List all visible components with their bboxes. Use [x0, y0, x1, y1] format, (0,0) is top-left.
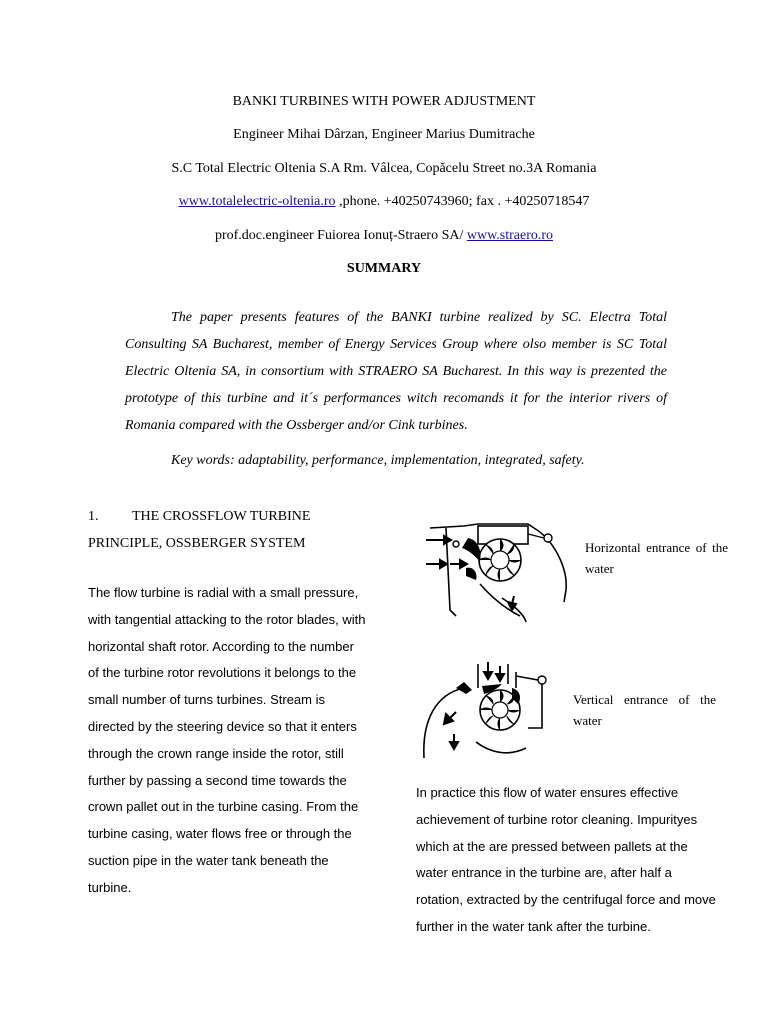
keywords-line: Key words: adaptability, performance, implementation, integrated, safety.	[171, 453, 585, 468]
phone-fax-text: ,phone. +40250743960; fax . +40250718547	[335, 194, 590, 209]
company-address: S.C Total Electric Oltenia S.A Rm. Vâlcea, Copăcelu Street no.3A Romania	[171, 161, 597, 176]
summary-heading: SUMMARY	[346, 261, 422, 276]
horizontal-entrance-turbine-diagram	[416, 518, 576, 624]
straero-link[interactable]: www.straero.ro	[466, 228, 554, 243]
contact-line	[0, 194, 768, 210]
section-body-left: The flow turbine is radial with a small pressure, with tangential attacking to the rotor blades, with horizontal shaft rotor. According to the number of the turbine rotor revolutions it belongs to the small number of turns turbines. Stream is directed by the steering device so that it enters through the crown range inside the rotor, still further by passing a second time towards the crown pallet out in the turbine casing. From the turbine casing, water flows free or through the suction pipe in the water tank beneath the turbine.	[88, 585, 366, 895]
prof-text: prof.doc.engineer Fuiorea Ionuț-Straero SA/	[214, 228, 467, 243]
vertical-entrance-turbine-diagram	[416, 658, 566, 770]
abstract-paragraph: The paper presents features of the BANKI turbine realized by SC. Electra Total Consulting SA Bucharest, member of Energy Services Group where olso member is SC Total Electric Oltenia SA, in consortium with STRAERO SA Bucharest. In this way is prezented the prototype of this turbine and it´s performances witch recomands it for the interior rivers of Romania compared with the Ossberger and/or Cink turbines.	[125, 310, 667, 433]
figure-caption-vertical: Vertical entrance of the water	[573, 692, 716, 728]
authors-line: Engineer Mihai Dârzan, Engineer Marius Dumitrache	[233, 127, 535, 142]
paper-title: BANKI TURBINES WITH POWER ADJUSTMENT	[232, 94, 536, 109]
prof-line	[0, 228, 768, 244]
section-body-right: In practice this flow of water ensures effective achievement of turbine rotor cleaning. Impurityes which at the are pressed between pallets at the water entrance in the turbine are, after half a rotation, extracted by the centrifugal force and move further in the water tank after the turbine.	[416, 785, 716, 934]
section-heading	[88, 503, 368, 557]
website-link[interactable]: www.totalelectric-oltenia.ro	[178, 194, 336, 209]
figure-caption-horizontal: Horizontal entrance of the water	[585, 540, 728, 576]
section-number: 1.	[88, 509, 99, 524]
section-title: THE CROSSFLOW TURBINE PRINCIPLE, OSSBERGER SYSTEM	[88, 509, 311, 551]
